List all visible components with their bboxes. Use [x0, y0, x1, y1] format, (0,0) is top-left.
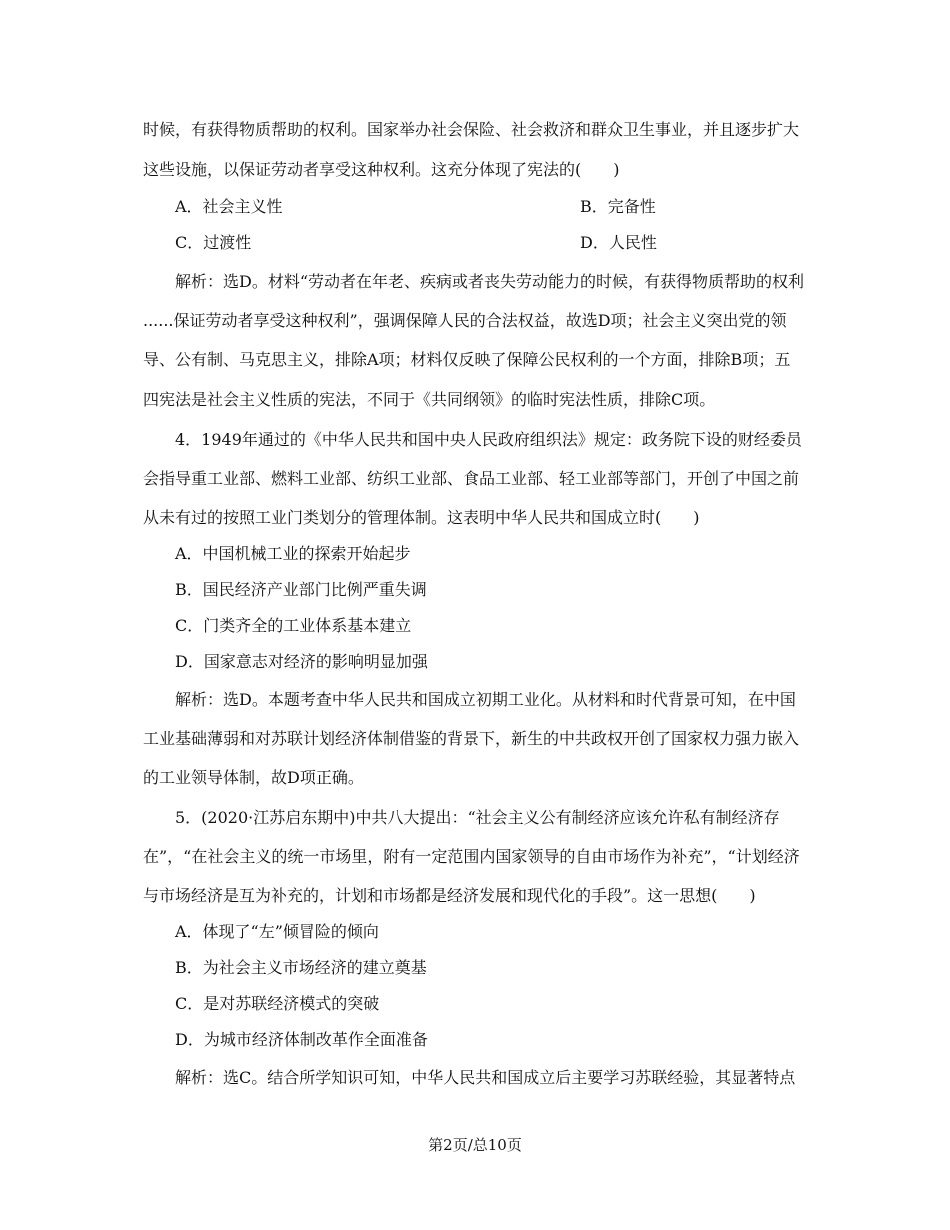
q3-option-d: D．人民性: [580, 233, 657, 252]
q4-stem-line-1: 4．1949年通过的《中华人民共和国中央人民政府组织法》规定：政务院下设的财经委员: [175, 430, 802, 449]
q3-stem-line-2: 这些设施，以保证劳动者享受这种权利。这充分体现了宪法的( ): [143, 160, 620, 179]
q5-option-a: A．体现了“左”倾冒险的倾向: [175, 922, 379, 941]
q5-stem-line-2: 在”，“在社会主义的统一市场里，附有一定范围内国家领导的自由市场作为补充”，“计划经济: [143, 847, 800, 866]
q3-analysis-line-4: 四宪法是社会主义性质的宪法，不同于《共同纲领》的临时宪法性质，排除C项。: [143, 390, 716, 409]
page-number-footer: 第2页/总10页: [428, 1136, 522, 1154]
q3-option-b: B．完备性: [580, 197, 656, 216]
q3-stem-line-1: 时候，有获得物质帮助的权利。国家举办社会保险、社会救济和群众卫生事业，并且逐步扩大: [143, 120, 800, 139]
q5-stem-line-1: 5．(2020·江苏启东期中)中共八大提出：“社会主义公有制经济应该允许私有制经济存: [175, 808, 780, 827]
q3-analysis-line-1: 解析：选D。材料“劳动者在年老、疾病或者丧失劳动能力的时候，有获得物质帮助的权利: [175, 272, 805, 291]
q4-option-a: A．中国机械工业的探索开始起步: [175, 544, 411, 563]
q3-analysis-line-2: ......保证劳动者享受这种权利”，强调保障人民的合法权益，故选D项；社会主义突出党的领: [143, 311, 787, 330]
q3-option-c: C．过渡性: [175, 233, 252, 252]
q4-option-c: C．门类齐全的工业体系基本建立: [175, 616, 412, 635]
q5-stem-line-3: 与市场经济是互为补充的，计划和市场都是经济发展和现代化的手段”。这一思想( ): [143, 886, 756, 905]
q4-option-b: B．国民经济产业部门比例严重失调: [175, 580, 427, 599]
q3-analysis-line-3: 导、公有制、马克思主义，排除A项；材料仅反映了保障公民权利的一个方面，排除B项；五: [143, 350, 791, 369]
q4-stem-line-2: 会指导重工业部、燃料工业部、纺织工业部、食品工业部、轻工业部等部门，开创了中国之前: [143, 469, 800, 488]
q5-option-c: C．是对苏联经济模式的突破: [175, 994, 380, 1013]
q4-stem-line-3: 从未有过的按照工业门类划分的管理体制。这表明中华人民共和国成立时( ): [143, 508, 700, 527]
q4-option-d: D．国家意志对经济的影响明显加强: [175, 652, 428, 671]
q4-analysis-line-2: 工业基础薄弱和对苏联计划经济体制借鉴的背景下，新生的中共政权开创了国家权力强力嵌入: [143, 729, 800, 748]
q5-option-b: B．为社会主义市场经济的建立奠基: [175, 958, 427, 977]
q5-option-d: D．为城市经济体制改革作全面准备: [175, 1030, 428, 1049]
q4-analysis-line-3: 的工业领导体制，故D项正确。: [143, 768, 364, 787]
q3-option-a: A．社会主义性: [175, 197, 283, 216]
q4-analysis-line-1: 解析：选D。本题考查中华人民共和国成立初期工业化。从材料和时代背景可知，在中国: [175, 690, 796, 709]
q5-analysis-line-1: 解析：选C。结合所学知识可知，中华人民共和国成立后主要学习苏联经验，其显著特点: [175, 1068, 796, 1087]
